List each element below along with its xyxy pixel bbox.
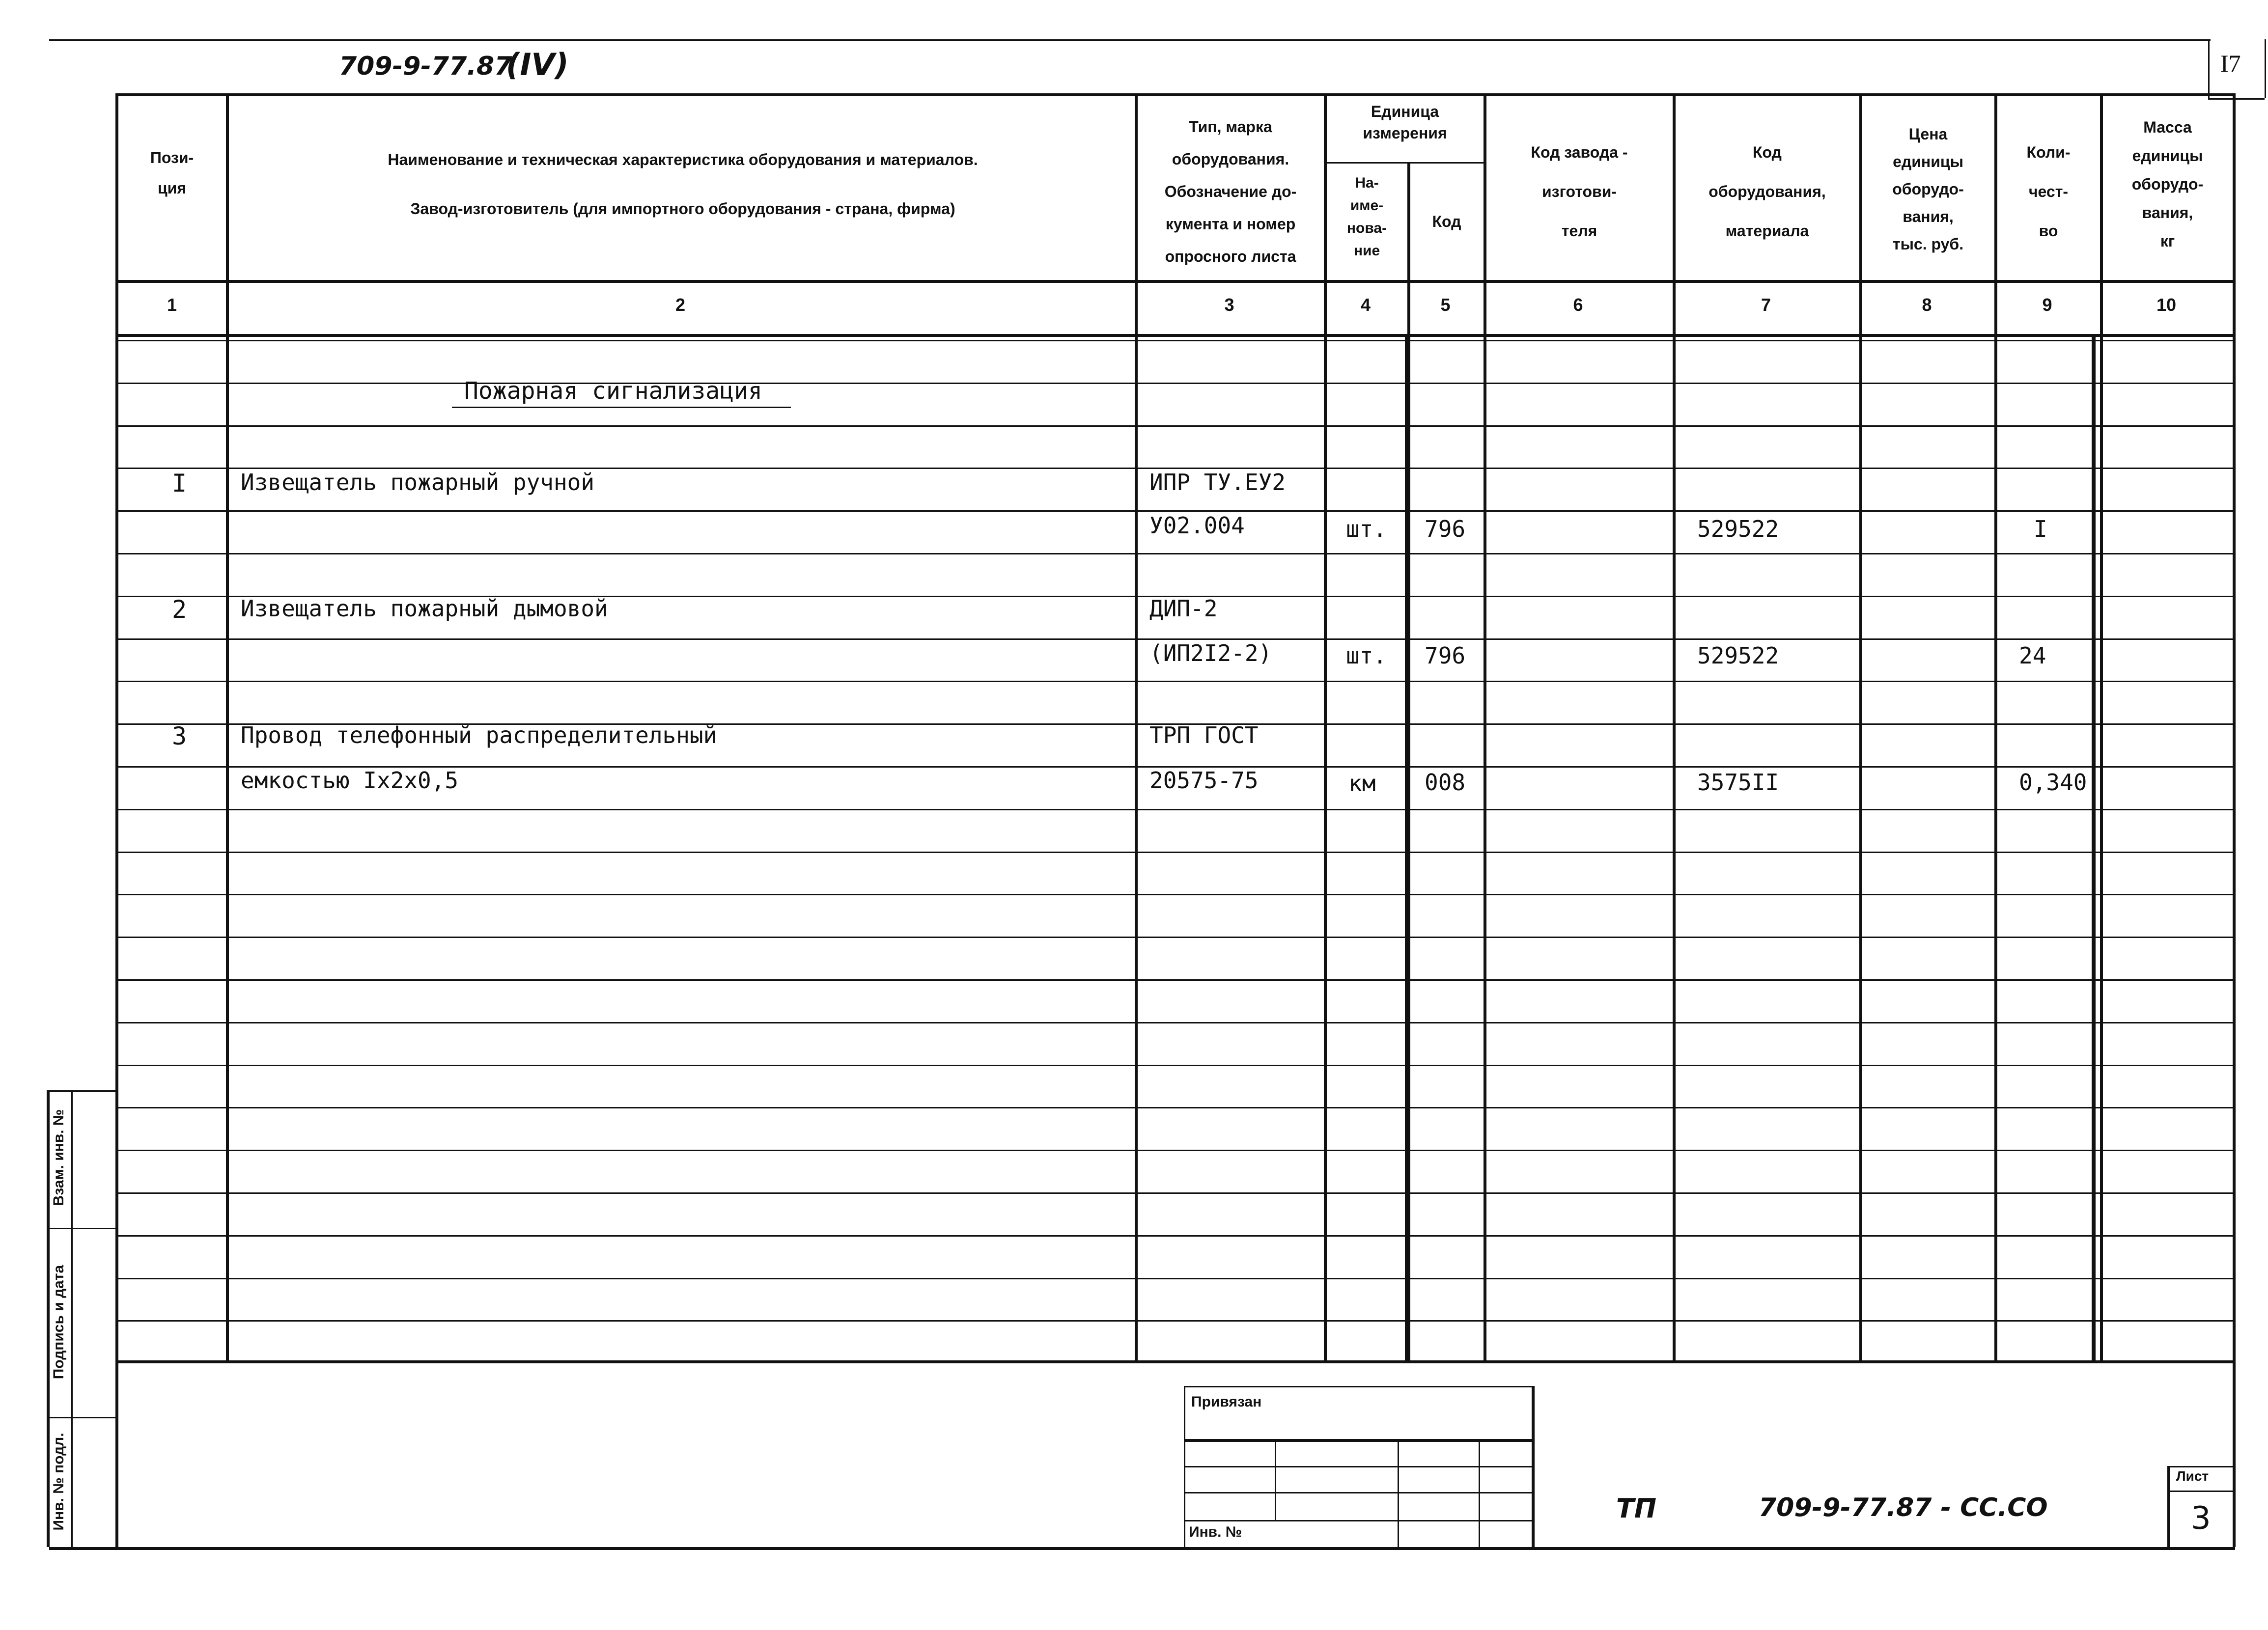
colnum-8: 8: [1922, 295, 1932, 315]
item2-equip-code: 529522: [1697, 642, 1779, 669]
row-line: [118, 1107, 2233, 1108]
item1-equip-code: 529522: [1697, 516, 1779, 542]
row-line: [118, 1022, 2233, 1023]
col-sep-2: [1135, 93, 1138, 1360]
item1-unit-code: 796: [1425, 516, 1466, 542]
item3-type2: 20575-75: [1149, 767, 1259, 794]
header-col1: Пози- ция: [150, 149, 194, 197]
sheet-number: 3: [2191, 1500, 2211, 1537]
tp-label: ТП: [1616, 1493, 1657, 1524]
item1-qty: I: [2034, 516, 2047, 542]
item1-unit: шт.: [1346, 516, 1387, 542]
colnum-9: 9: [2042, 295, 2052, 315]
side-podpis-label: Подпись и дата: [51, 1265, 67, 1380]
row-line: [118, 510, 2233, 512]
item2-type2: (ИП2I2-2): [1149, 640, 1272, 666]
row-line: [118, 894, 2233, 895]
item1-type2: У02.004: [1149, 512, 1245, 539]
row-line: [118, 937, 2233, 938]
header-col9: Коли- чест- во: [2026, 143, 2071, 240]
priv-row3: [1184, 1520, 1533, 1521]
row-line: [118, 553, 2233, 554]
colnum-1: 1: [167, 295, 177, 315]
row-line: [118, 340, 2233, 341]
item3-unit: км: [1348, 770, 1376, 797]
item3-unit-code: 008: [1425, 769, 1466, 796]
priv-sep: [1184, 1439, 1533, 1442]
header-col5: Код: [1432, 213, 1461, 230]
item2-qty: 24: [2019, 642, 2046, 669]
item2-unit-code: 796: [1425, 642, 1466, 669]
priv-row2: [1184, 1492, 1533, 1493]
page-corner-number: I7: [2220, 50, 2241, 77]
colnum-2: 2: [675, 295, 686, 315]
col-sep-7: [1859, 93, 1862, 1360]
top-rule: [49, 39, 2211, 41]
priv-row1: [1184, 1466, 1533, 1467]
header-unit-group: Единица измерения: [1363, 103, 1447, 142]
row-line: [118, 1278, 2233, 1279]
row-line: [118, 1235, 2233, 1237]
priv-col2: [1398, 1439, 1399, 1547]
header-col2: Наименование и техническая характеристика оборудования и материалов. Завод-изготовитель (для импортного оборудования - страна, фирма): [388, 151, 978, 218]
inv-no-label: Инв. №: [1189, 1524, 1242, 1540]
item3-name2: емкостью Iх2х0,5: [241, 767, 459, 794]
item1-type1: ИПР ТУ.ЕУ2: [1149, 469, 1286, 496]
bold-box-right: [2092, 334, 2096, 1360]
priv-col3: [1479, 1439, 1480, 1547]
row-line: [118, 1192, 2233, 1194]
bold-box-left: [1405, 334, 1409, 1360]
col-sep-9: [2100, 93, 2103, 1360]
row-line: [118, 979, 2233, 981]
col-sep-1: [226, 93, 229, 1360]
header-col6: Код завода - изготови- теля: [1531, 143, 1628, 240]
row-line: [118, 852, 2233, 853]
colnum-6: 6: [1573, 295, 1583, 315]
item1-pos: I: [172, 469, 187, 497]
table-right-border: [2233, 93, 2236, 1547]
side-stamp-sep1: [47, 1228, 115, 1229]
item1-name: Извещатель пожарный ручной: [241, 469, 595, 496]
header-col3: Тип, марка оборудования. Обозначение до- кумента и номер опросного листа: [1164, 118, 1297, 265]
corner-box-left: [2208, 39, 2210, 98]
item3-qty: 0,340: [2019, 769, 2087, 796]
list-box-left: [2167, 1466, 2170, 1547]
priv-right: [1532, 1386, 1535, 1547]
side-inv-podl-label: Инв. № подл.: [51, 1433, 67, 1531]
list-box-top: [2169, 1466, 2233, 1467]
colnum-bottom: [118, 334, 2233, 337]
row-line: [118, 425, 2233, 427]
item2-unit: шт.: [1346, 642, 1387, 669]
header-col10: Масса единицы оборудо- вания, кг: [2131, 118, 2204, 250]
doc-volume: (IV): [506, 47, 569, 83]
doc-code-stamp: 709-9-77.87 - СС.СО: [1759, 1493, 2048, 1522]
body-bottom: [118, 1360, 2233, 1363]
header-col4: На- име- нова- ние: [1346, 175, 1387, 259]
side-stamp-left: [47, 1090, 50, 1547]
list-box-mid: [2169, 1491, 2233, 1492]
col-sep-6: [1673, 93, 1676, 1360]
header-col7: Код оборудования, материала: [1708, 143, 1826, 240]
col-sep-3: [1324, 93, 1327, 1360]
header-col8: Цена единицы оборудо- вания, тыс. руб.: [1892, 125, 1964, 253]
row-line: [118, 809, 2233, 810]
priv-top: [1184, 1386, 1533, 1387]
row-line: [118, 1065, 2233, 1066]
item3-equip-code: 3575II: [1697, 769, 1779, 796]
item3-name: Провод телефонный распределительный: [241, 722, 717, 748]
section-title: Пожарная сигнализация: [464, 377, 762, 405]
corner-box-right: [2265, 39, 2266, 98]
priv-left: [1184, 1386, 1185, 1547]
table-top-border: [118, 93, 2235, 96]
item2-type1: ДИП-2: [1149, 595, 1218, 622]
item3-pos: 3: [172, 722, 187, 750]
col-sep-8: [1994, 93, 1997, 1360]
row-line: [118, 1150, 2233, 1151]
colnum-4: 4: [1360, 295, 1371, 315]
sheet-label: Лист: [2176, 1468, 2209, 1484]
priv-col1: [1275, 1439, 1276, 1520]
doc-code-top: 709-9-77.87: [339, 52, 512, 81]
item3-type1: ТРП ГОСТ: [1149, 722, 1259, 748]
col-sep-5: [1484, 93, 1486, 1360]
row-line: [118, 1320, 2233, 1322]
item2-name: Извещатель пожарный дымовой: [241, 595, 608, 622]
header-bottom: [118, 280, 2233, 283]
corner-box-bottom: [2208, 98, 2265, 100]
side-stamp-mid: [71, 1090, 73, 1547]
colnum-7: 7: [1761, 295, 1771, 315]
colnum-10: 10: [2156, 295, 2177, 315]
row-line: [118, 383, 2233, 384]
item2-pos: 2: [172, 595, 187, 624]
colnum-3: 3: [1224, 295, 1234, 315]
sheet-bottom-border: [49, 1547, 2235, 1550]
unit-group-line: [1324, 162, 1484, 164]
colnum-5: 5: [1440, 295, 1451, 315]
row-line: [118, 681, 2233, 682]
section-title-underline: [452, 407, 791, 408]
side-vzam-label: Взам. инв. №: [51, 1109, 67, 1206]
privyazan-label: Привязан: [1191, 1394, 1262, 1410]
